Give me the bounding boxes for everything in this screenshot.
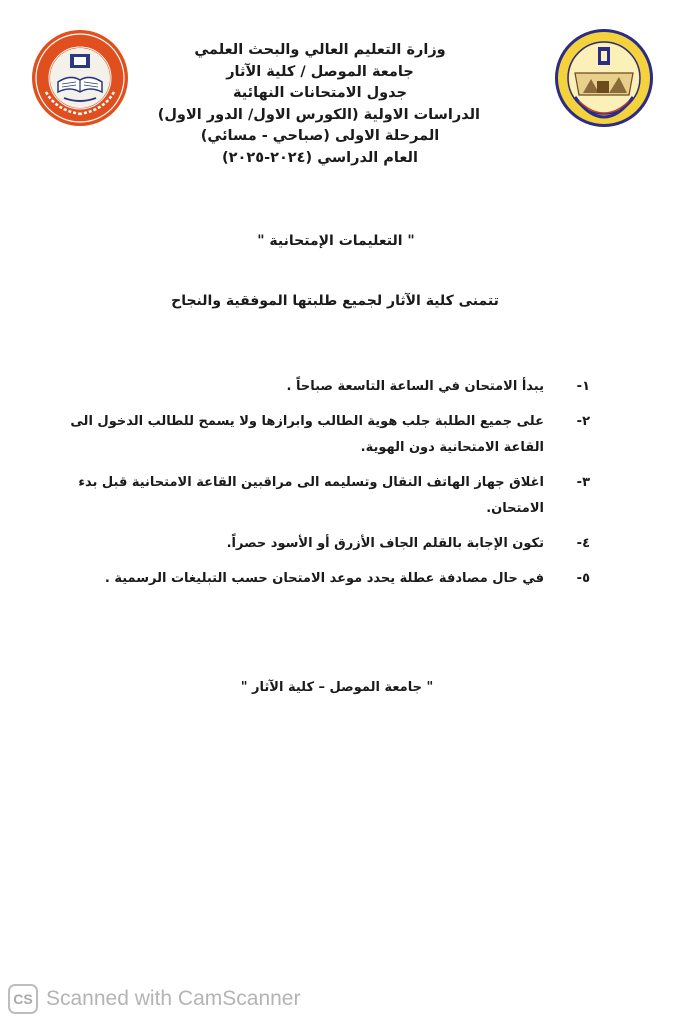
instructions-title: " التعليمات الإمتحانية " — [257, 233, 415, 249]
rule-number: ١- — [576, 379, 590, 394]
list-item — [60, 409, 590, 461]
list-item — [60, 531, 590, 557]
rule-text: تكون الإجابة بالقلم الجاف الأزرق أو الأسود حصراً. — [226, 536, 544, 551]
list-item — [60, 566, 590, 592]
header-study-level: الدراسات الاولية (الكورس الاول/ الدور الاول) — [157, 106, 480, 123]
header-schedule-title: جدول الامتحانات النهائية — [232, 85, 408, 101]
rules-list — [60, 374, 590, 601]
list-item — [60, 374, 590, 400]
rule-number: ٣- — [576, 475, 590, 490]
header-academic-year: العام الدراسي (٢٠٢٤-٢٠٢٥) — [222, 149, 418, 166]
header-block — [157, 40, 480, 169]
wish-line: تتمنى كلية الآثار لجميع طلبتها الموفقية والنجاح — [171, 293, 499, 309]
rule-number: ٥- — [576, 571, 590, 586]
header-university: جامعة الموصل / كلية الآثار — [226, 63, 414, 80]
rule-text: في حال مصادفة عطلة يحدد موعد الامتحان حسب التبليغات الرسمية . — [104, 571, 544, 586]
camscanner-logo-icon: CS — [8, 984, 38, 1014]
rule-text: يبدأ الامتحان في الساعة التاسعة صباحاً . — [286, 379, 544, 394]
rule-text: اغلاق جهاز الهاتف النقال وتسليمه الى مراقبين القاعة الامتحانية قبل بدء الامتحان. — [78, 475, 544, 516]
university-of-mosul-seal-icon — [32, 30, 128, 126]
watermark-text: Scanned with CamScanner — [46, 987, 301, 1010]
header-ministry: وزارة التعليم العالي والبحث العلمي — [194, 42, 446, 58]
rule-text: على جميع الطلبة جلب هوية الطالب وابرازها ولا يسمح للطالب الدخول الى القاعة الامتحانية دون الهوية. — [70, 414, 544, 455]
footer-signature: " جامعة الموصل – كلية الآثار " — [240, 680, 434, 695]
list-item — [60, 470, 590, 522]
header-stage: المرحلة الاولى (صباحي - مسائي) — [200, 128, 440, 144]
college-of-archaeology-seal-icon — [555, 29, 653, 127]
camscanner-watermark — [8, 982, 300, 1016]
rule-number: ٢- — [576, 414, 590, 429]
rule-number: ٤- — [576, 536, 590, 551]
